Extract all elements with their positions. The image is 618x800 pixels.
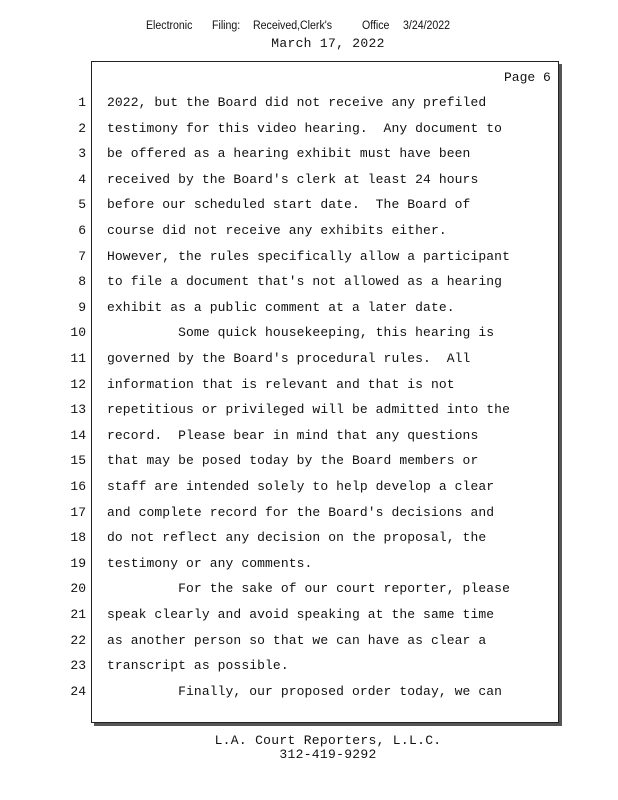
line-number: 22 [70, 633, 86, 648]
stamp-office: Office [362, 20, 390, 32]
stamp-filing: Filing: [212, 20, 241, 32]
line-number: 24 [70, 684, 86, 699]
line-number: 7 [78, 249, 86, 264]
line-number: 12 [70, 377, 86, 392]
page-number: Page 6 [504, 70, 551, 85]
line-text: as another person so that we can have as clear a [107, 633, 487, 648]
line-text: be offered as a hearing exhibit must have been [107, 146, 471, 161]
line-number: 15 [70, 453, 86, 468]
line-text: However, the rules specifically allow a participant [107, 249, 510, 264]
line-number: 21 [70, 607, 86, 622]
line-text: staff are intended solely to help develop a clear [107, 479, 495, 494]
line-number: 19 [70, 556, 86, 571]
footer-phone: 312-419-9292 [279, 747, 377, 762]
line-number: 2 [78, 121, 86, 136]
line-number: 11 [70, 351, 86, 366]
line-number: 14 [70, 428, 86, 443]
line-number: 18 [70, 530, 86, 545]
line-text: information that is relevant and that is not [107, 377, 455, 392]
line-text: record. Please bear in mind that any questions [107, 428, 479, 443]
line-number: 20 [70, 581, 86, 596]
line-number: 16 [70, 479, 86, 494]
line-number: 8 [78, 274, 86, 289]
line-number: 23 [70, 658, 86, 673]
line-text: testimony or any comments. [107, 556, 313, 571]
line-number: 1 [78, 95, 86, 110]
line-number: 5 [78, 197, 86, 212]
line-text: speak clearly and avoid speaking at the same time [107, 607, 495, 622]
stamp-date: 3/24/2022 [403, 20, 451, 32]
line-text: repetitious or privileged will be admitted into the [107, 402, 510, 417]
line-text: and complete record for the Board's decisions and [107, 505, 495, 520]
line-number: 4 [78, 172, 86, 187]
line-number: 6 [78, 223, 86, 238]
line-text: to file a document that's not allowed as a hearing [107, 274, 503, 289]
line-text: governed by the Board's procedural rules. All [107, 351, 471, 366]
line-number: 9 [78, 300, 86, 315]
line-text: course did not receive any exhibits either. [107, 223, 447, 238]
line-number: 17 [70, 505, 86, 520]
line-text: Some quick housekeeping, this hearing is [107, 325, 495, 340]
line-text: do not reflect any decision on the proposal, the [107, 530, 487, 545]
hearing-date: March 17, 2022 [271, 36, 385, 51]
stamp-electronic: Electronic [146, 20, 193, 32]
line-text: Finally, our proposed order today, we can [107, 684, 503, 699]
line-text: before our scheduled start date. The Board of [107, 197, 471, 212]
line-number: 13 [70, 402, 86, 417]
footer-company: L.A. Court Reporters, L.L.C. [214, 733, 442, 748]
line-text: received by the Board's clerk at least 24 hours [107, 172, 479, 187]
stamp-received: Received,Clerk's [253, 20, 333, 32]
line-text: 2022, but the Board did not receive any prefiled [107, 95, 487, 110]
line-text: transcript as possible. [107, 658, 289, 673]
line-number: 3 [78, 146, 86, 161]
line-text: For the sake of our court reporter, please [107, 581, 510, 596]
line-text: that may be posed today by the Board members or [107, 453, 479, 468]
line-text: exhibit as a public comment at a later date. [107, 300, 455, 315]
line-number: 10 [70, 325, 86, 340]
line-text: testimony for this video hearing. Any document to [107, 121, 503, 136]
